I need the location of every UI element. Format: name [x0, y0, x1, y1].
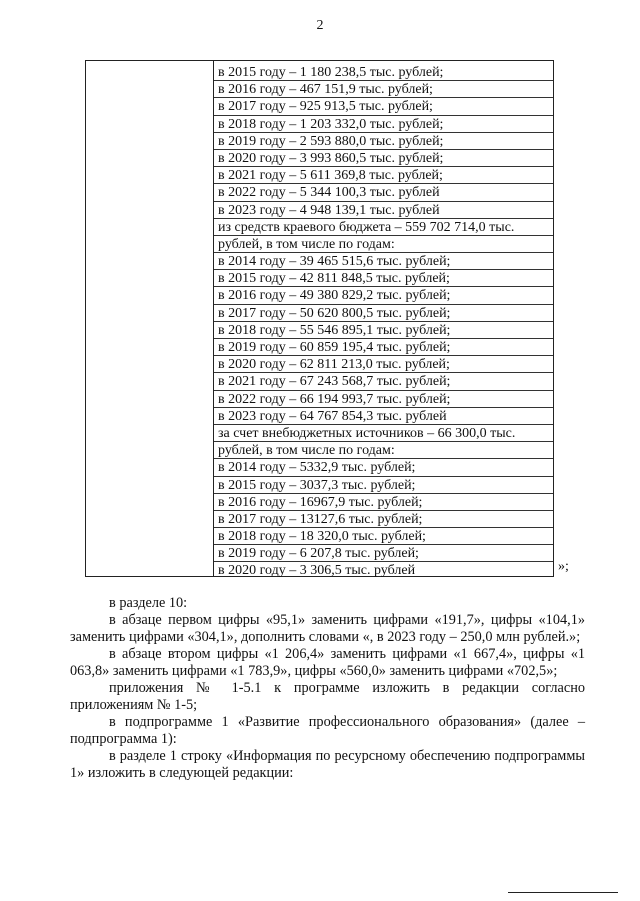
- financing-line: в 2020 году – 3 993 860,5 тыс. рублей;: [214, 150, 553, 167]
- financing-line: в 2019 году – 6 207,8 тыс. рублей;: [214, 545, 553, 562]
- table-right-cell: [214, 61, 553, 579]
- financing-line: в 2022 году – 66 194 993,7 тыс. рублей;: [214, 391, 553, 408]
- financing-table: [85, 60, 554, 577]
- financing-line: из средств краевого бюджета – 559 702 714,0 тыс.: [214, 219, 553, 236]
- financing-line: в 2018 году – 18 320,0 тыс. рублей;: [214, 528, 553, 545]
- financing-line: за счет внебюджетных источников – 66 300,0 тыс.: [214, 425, 553, 442]
- footer-rule: [508, 892, 618, 893]
- financing-line: в 2018 году – 55 546 895,1 тыс. рублей;: [214, 322, 553, 339]
- table-left-cell: [86, 61, 214, 576]
- paragraph-first-abzac: в абзаце первом цифры «95,1» заменить цифрами «191,7», цифры «104,1» заменить цифрами «304,1», дополнить словами «, в 2023 году – 250,0 млн рублей.»;: [70, 612, 585, 645]
- financing-line: в 2019 году – 60 859 195,4 тыс. рублей;: [214, 339, 553, 356]
- closing-quote-mark: »;: [558, 559, 569, 574]
- financing-line: в 2016 году – 467 151,9 тыс. рублей;: [214, 81, 553, 98]
- paragraph-second-abzac: в абзаце втором цифры «1 206,4» заменить цифрами «1 667,4», цифры «1 063,8» заменить цифрами «1 783,9», цифры «560,0» заменить цифрами «702,5»;: [70, 646, 585, 679]
- financing-line: в 2017 году – 50 620 800,5 тыс. рублей;: [214, 305, 553, 322]
- financing-line: в 2016 году – 16967,9 тыс. рублей;: [214, 494, 553, 511]
- financing-line: в 2014 году – 39 465 515,6 тыс. рублей;: [214, 253, 553, 270]
- financing-line: в 2023 году – 64 767 854,3 тыс. рублей: [214, 408, 553, 425]
- financing-line: в 2015 году – 3037,3 тыс. рублей;: [214, 477, 553, 494]
- paragraph-section-1: в разделе 1 строку «Информация по ресурсному обеспечению подпрограммы 1» изложить в следующей редакции:: [70, 748, 585, 781]
- document-body: [70, 595, 585, 782]
- financing-line: рублей, в том числе по годам:: [214, 236, 553, 253]
- financing-line: в 2017 году – 925 913,5 тыс. рублей;: [214, 98, 553, 115]
- financing-line: в 2016 году – 49 380 829,2 тыс. рублей;: [214, 287, 553, 304]
- financing-line: в 2023 году – 4 948 139,1 тыс. рублей: [214, 202, 553, 219]
- financing-line: в 2015 году – 1 180 238,5 тыс. рублей;: [214, 64, 553, 81]
- paragraph-section-10: в разделе 10:: [109, 595, 188, 611]
- paragraph-appendices: приложения № 1-5.1 к программе изложить в редакции согласно приложениям № 1-5;: [70, 680, 585, 713]
- financing-line: в 2018 году – 1 203 332,0 тыс. рублей;: [214, 116, 553, 133]
- financing-line: в 2020 году – 62 811 213,0 тыс. рублей;: [214, 356, 553, 373]
- financing-line: в 2014 году – 5332,9 тыс. рублей;: [214, 459, 553, 476]
- financing-line: в 2022 году – 5 344 100,3 тыс. рублей: [214, 184, 553, 201]
- financing-line: в 2021 году – 67 243 568,7 тыс. рублей;: [214, 373, 553, 390]
- paragraph-subprogram-1: в подпрограмме 1 «Развитие профессионального образования» (далее – подпрограмма 1):: [70, 714, 585, 747]
- page-number: 2: [316, 18, 324, 33]
- financing-line: рублей, в том числе по годам:: [214, 442, 553, 459]
- financing-line: в 2021 году – 5 611 369,8 тыс. рублей;: [214, 167, 553, 184]
- financing-line: в 2017 году – 13127,6 тыс. рублей;: [214, 511, 553, 528]
- financing-line: в 2015 году – 42 811 848,5 тыс. рублей;: [214, 270, 553, 287]
- financing-line: в 2020 году – 3 306,5 тыс. рублей: [218, 563, 416, 579]
- financing-line: в 2019 году – 2 593 880,0 тыс. рублей;: [214, 133, 553, 150]
- financing-lines: [214, 61, 553, 580]
